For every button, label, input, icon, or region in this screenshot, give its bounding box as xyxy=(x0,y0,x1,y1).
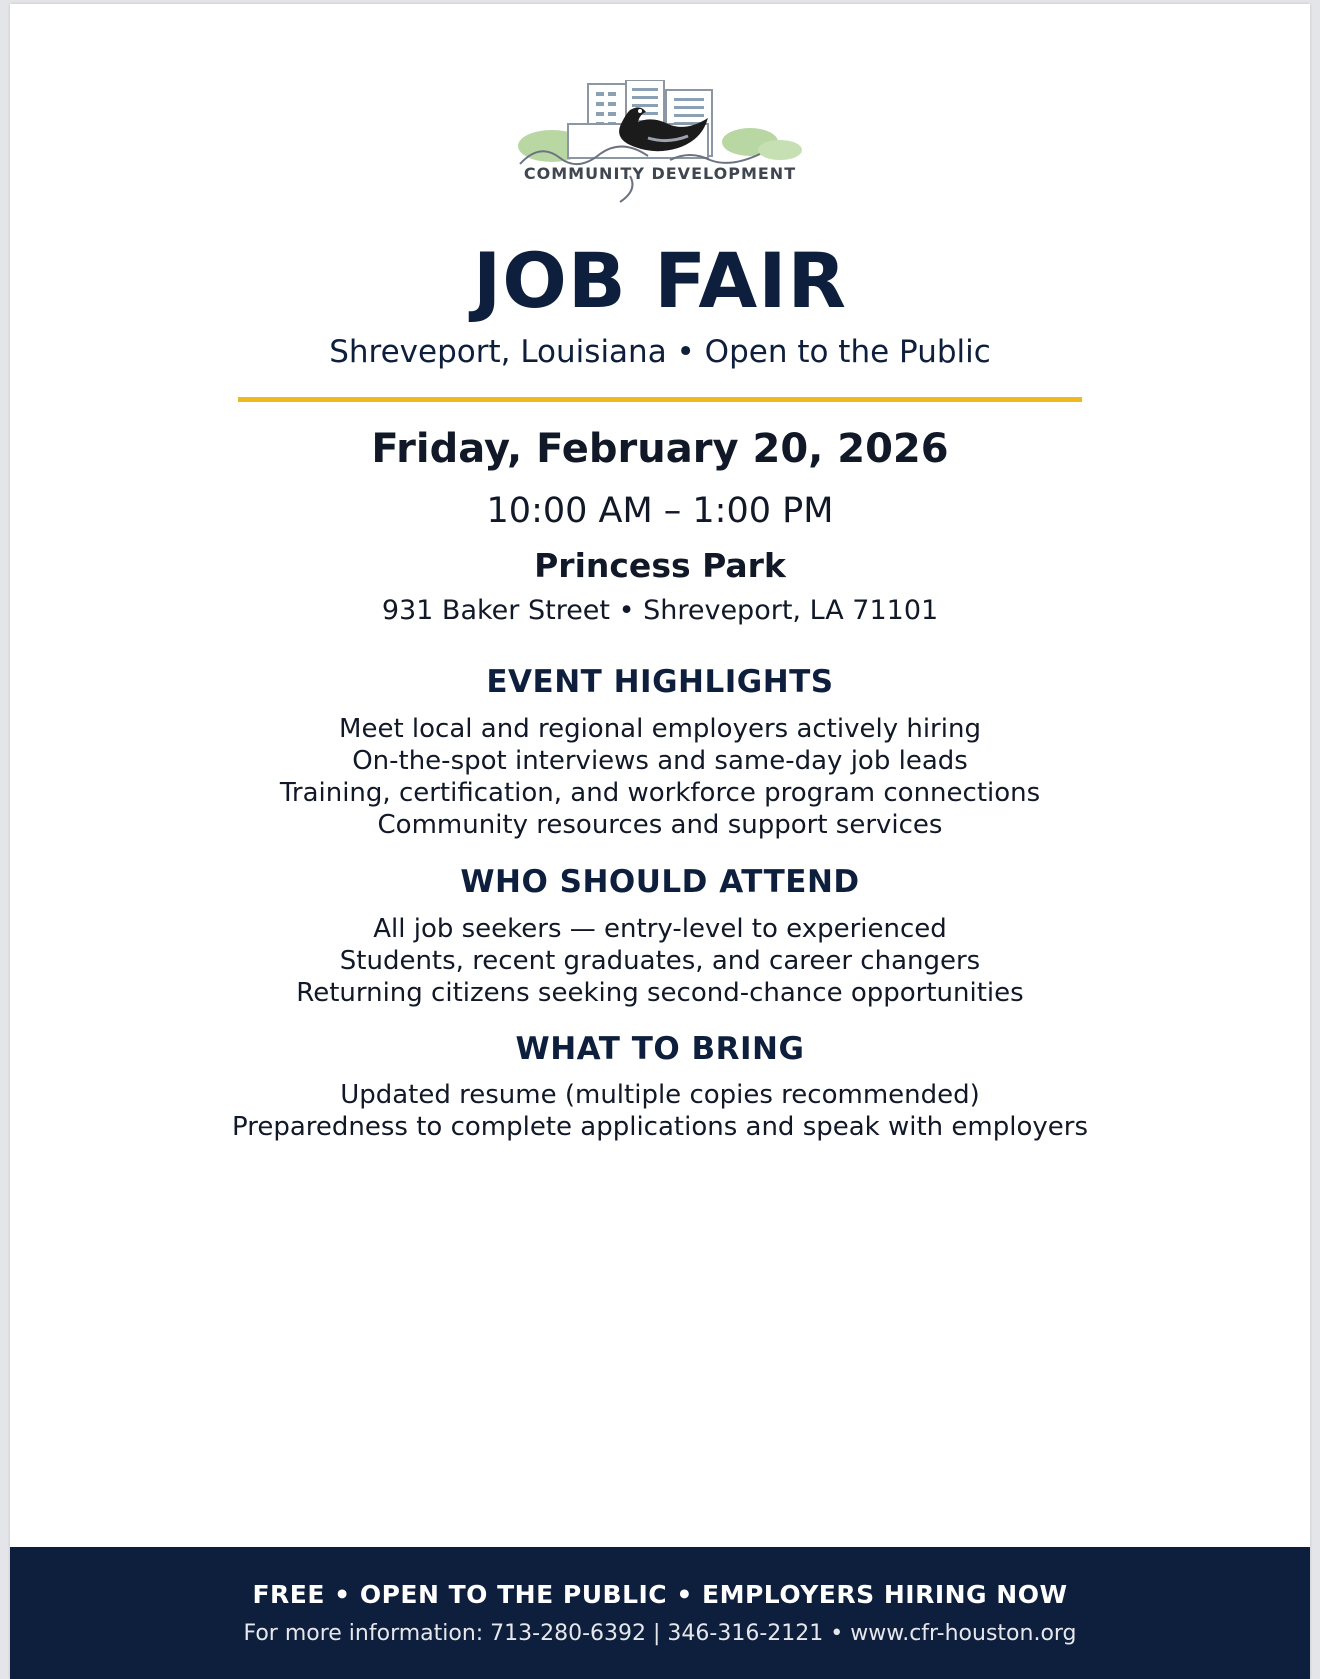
bring-heading: WHAT TO BRING xyxy=(515,1031,805,1067)
list-item: Preparedness to complete applications and speak with employers xyxy=(231,1112,1088,1142)
list-item: Returning citizens seeking second-chance opportunities xyxy=(296,978,1024,1008)
list-item: Training, certification, and workforce program connections xyxy=(279,778,1041,808)
attend-list xyxy=(10,913,1310,1009)
page-title: JOB FAIR xyxy=(472,236,848,325)
page-subtitle: Shreveport, Louisiana • Open to the Public xyxy=(329,334,991,370)
list-item: Community resources and support services xyxy=(377,810,943,840)
goose-and-buildings-logo-icon xyxy=(480,80,840,204)
attend-heading: WHO SHOULD ATTEND xyxy=(460,864,860,900)
highlights-heading: EVENT HIGHLIGHTS xyxy=(486,664,834,700)
list-item: All job seekers — entry-level to experienced xyxy=(373,914,947,944)
blue-goose-logo xyxy=(480,80,840,204)
event-address: 931 Baker Street • Shreveport, LA 71101 xyxy=(381,595,939,626)
list-item: On-the-spot interviews and same-day job leads xyxy=(352,746,968,776)
list-item: Students, recent graduates, and career changers xyxy=(339,946,981,976)
bring-list xyxy=(10,1079,1310,1143)
event-time: 10:00 AM – 1:00 PM xyxy=(486,491,834,531)
list-item: Meet local and regional employers actively hiring xyxy=(339,714,981,744)
flyer-page xyxy=(10,4,1310,1679)
footer-banner xyxy=(10,1547,1310,1679)
event-venue: Princess Park xyxy=(534,546,786,585)
highlights-list xyxy=(10,713,1310,841)
gold-divider xyxy=(238,397,1082,402)
footer-contact-info: For more information: 713-280-6392 | 346-316-2121 • www.cfr-houston.org xyxy=(243,1621,1077,1646)
logo-wordmark: COMMUNITY DEVELOPMENT xyxy=(523,164,797,183)
event-date: Friday, February 20, 2026 xyxy=(371,426,949,472)
footer-tagline: FREE • OPEN TO THE PUBLIC • EMPLOYERS HIRING NOW xyxy=(252,1580,1068,1609)
list-item: Updated resume (multiple copies recommended) xyxy=(340,1080,980,1110)
